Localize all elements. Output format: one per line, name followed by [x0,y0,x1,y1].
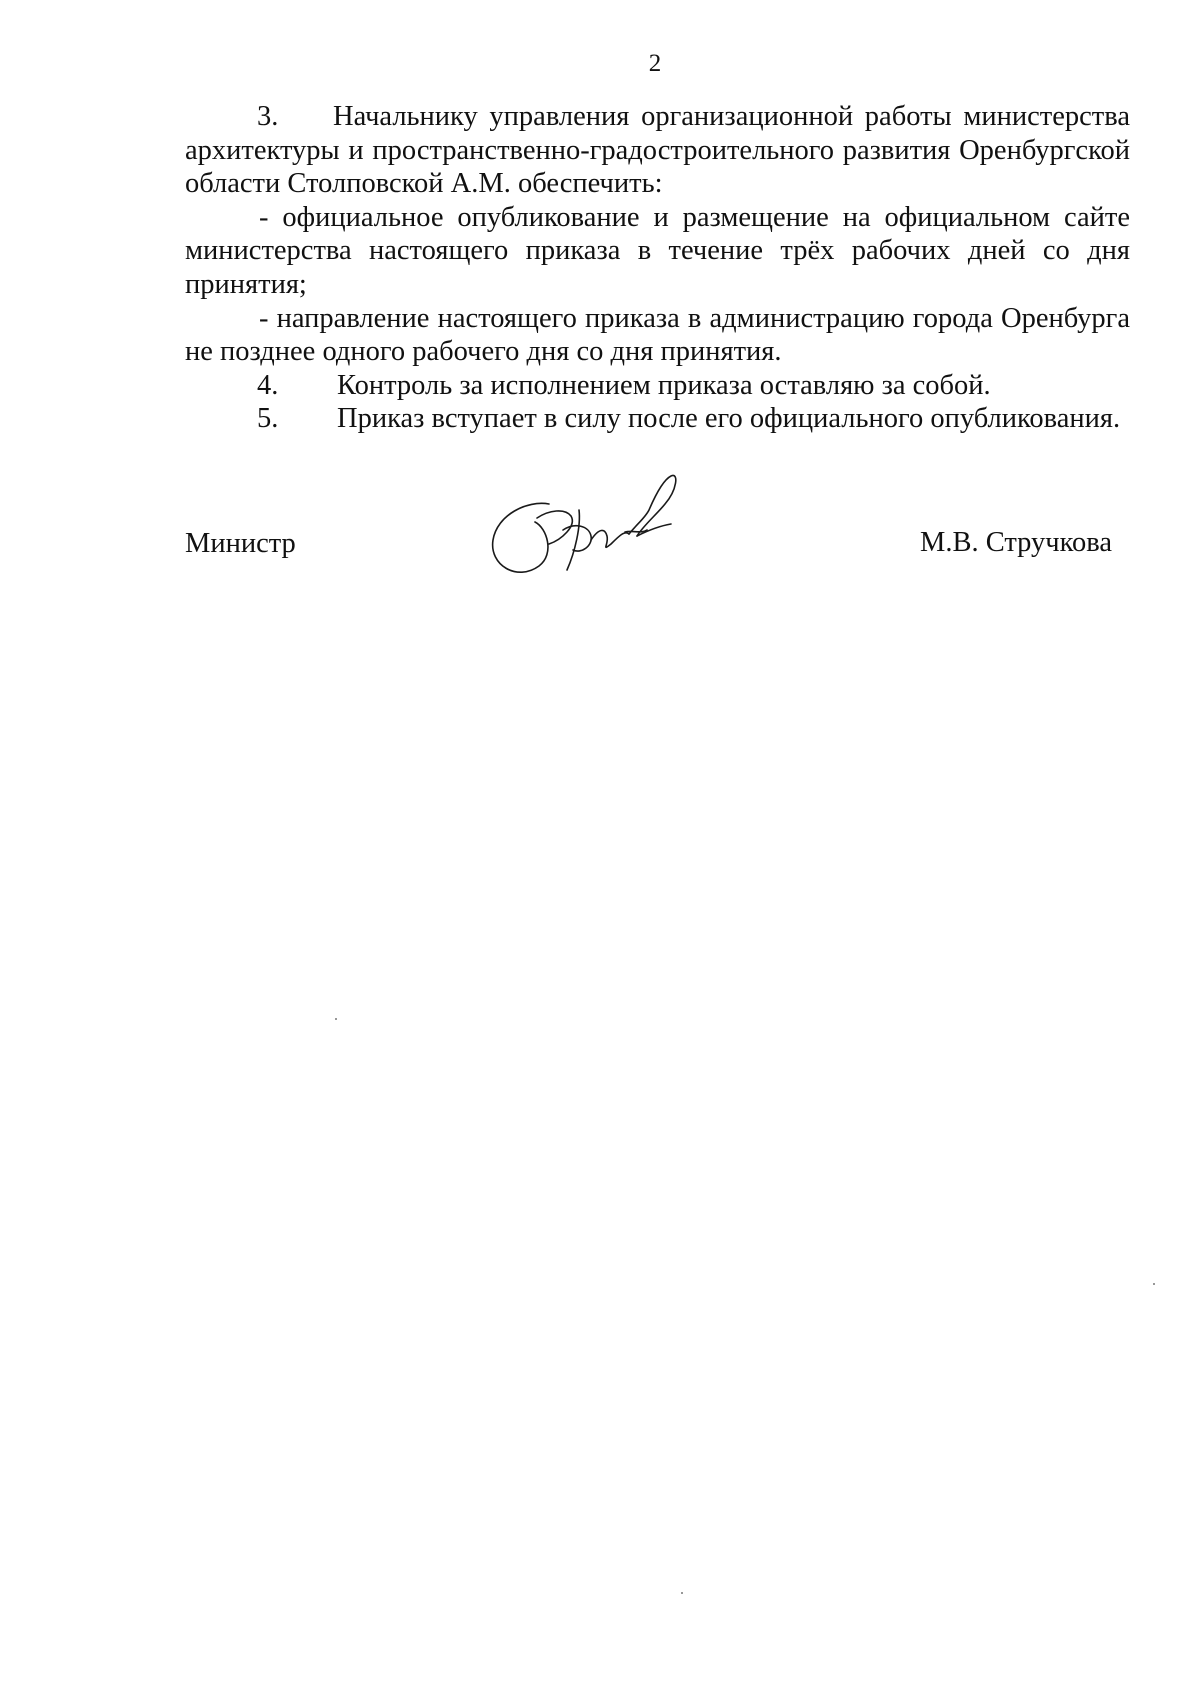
item-5-text: Приказ вступает в силу после его официального опубликования. [337,403,1121,435]
item-4 [185,369,1130,403]
item-5 [185,402,1130,436]
item-3-bullet-2: - направление настоящего приказа в администрацию города Оренбурга не позднее одного рабочего дня со дня принятия. [185,302,1130,368]
page-number: 2 [648,50,662,77]
signature-block [185,470,1130,600]
handwritten-signature-icon [487,470,687,590]
item-3 [185,100,1130,201]
scan-speck [681,1592,683,1594]
item-3-bullet-1: - официальное опубликование и размещение на официальном сайте министерства настоящего приказа в течение трёх рабочих дней со дня принятия; [185,201,1130,300]
scan-speck [1153,1283,1155,1285]
item-3-text: Начальнику управления организационной работы министерства архитектуры и пространственно-градостроительного развития Оренбургской области Столповской А.М. обеспечить: [185,101,1130,200]
item-5-number: 5. [257,403,279,435]
document-body [185,100,1130,436]
item-3-number: 3. [257,101,279,132]
signatory-title: Министр [185,528,296,559]
scan-speck [335,1018,337,1020]
item-4-number: 4. [257,369,279,401]
signatory-name: М.В. Стручкова [920,527,1112,558]
item-4-text: Контроль за исполнением приказа оставляю за собой. [337,369,991,401]
